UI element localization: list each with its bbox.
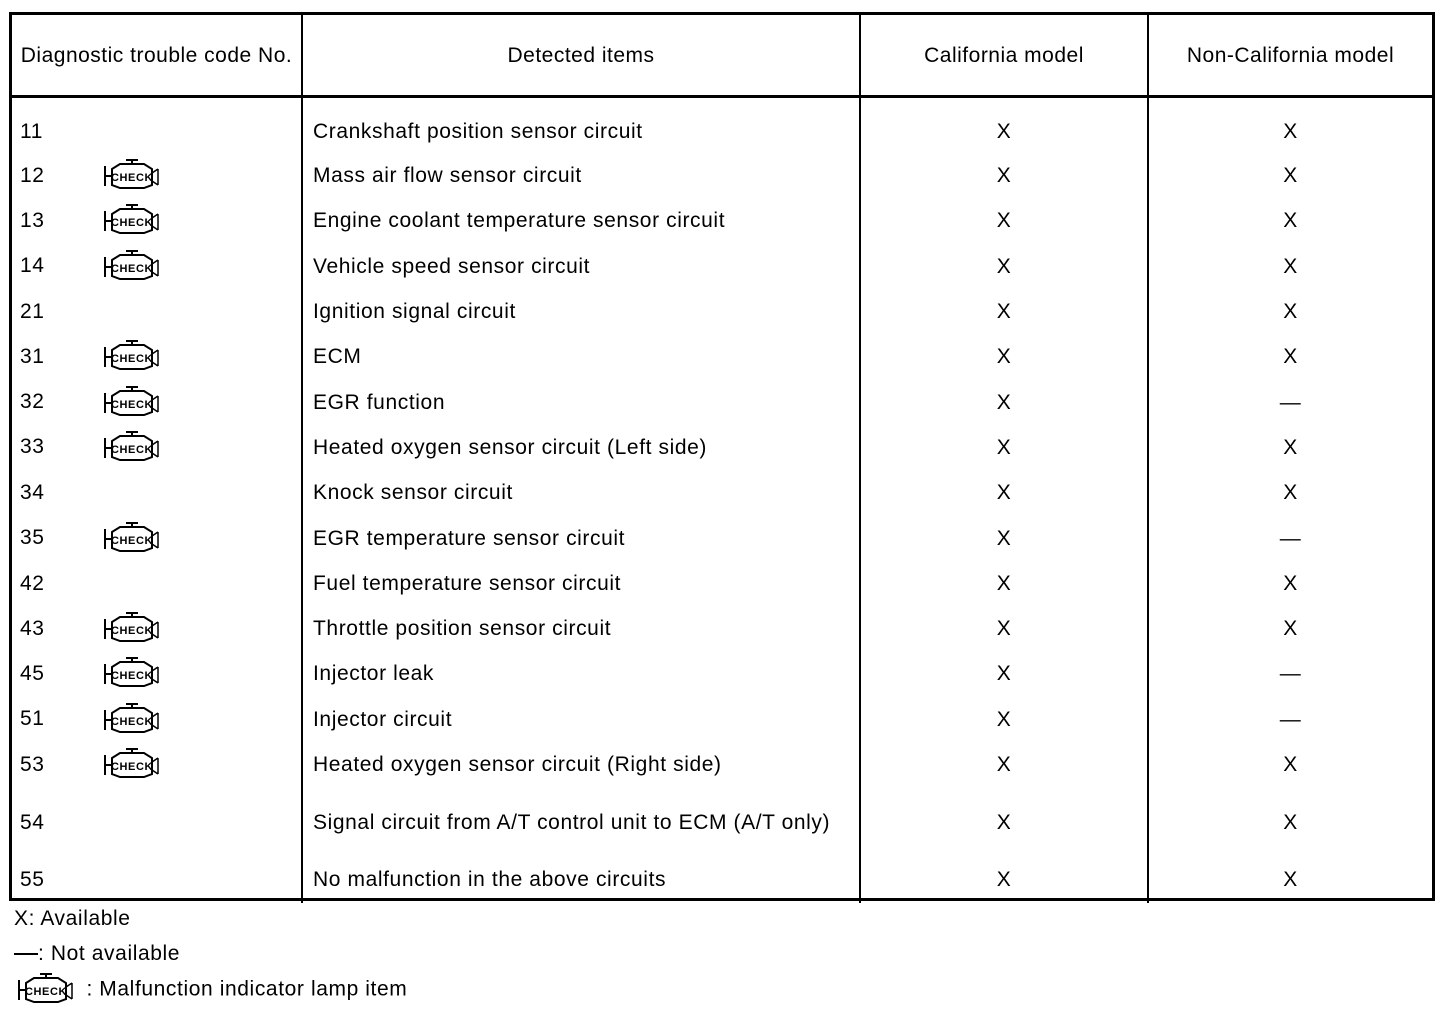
- cell-detected-item: Heated oxygen sensor circuit (Left side): [302, 425, 860, 470]
- header-non-california: Non-California model: [1148, 15, 1432, 97]
- cell-code: [12, 425, 302, 470]
- cell-detected-item: No malfunction in the above circuits: [302, 858, 860, 903]
- cell-california: X: [860, 606, 1148, 651]
- cell-detected-item: Mass air flow sensor circuit: [302, 154, 860, 199]
- cell-non-california: X: [1283, 810, 1298, 834]
- cell-detected-item: EGR temperature sensor circuit: [302, 516, 860, 561]
- table-row: [12, 97, 1432, 154]
- check-engine-icon: [100, 657, 166, 691]
- cell-non-california: X: [1283, 164, 1298, 188]
- cell-california: X: [860, 697, 1148, 742]
- table-row: [12, 788, 1432, 858]
- cell-non-california: —: [1279, 526, 1302, 550]
- cell-detected-item: EGR function: [302, 380, 860, 425]
- cell-non-california: —: [1279, 390, 1302, 414]
- table-row: [12, 425, 1432, 470]
- cell-detected-item: Heated oxygen sensor circuit (Right side): [302, 742, 860, 787]
- check-engine-icon: [14, 978, 80, 1001]
- cell-non-california: —: [1279, 707, 1302, 731]
- cell-non-california: X: [1283, 753, 1298, 776]
- table-row: [12, 652, 1432, 697]
- table-row: [12, 858, 1432, 903]
- svg-text:CHECK: CHECK: [110, 534, 154, 547]
- code-number: 54: [20, 810, 45, 834]
- table-row: [12, 606, 1432, 651]
- table-row: [12, 289, 1432, 334]
- check-engine-icon: [100, 612, 166, 646]
- cell-california: X: [860, 516, 1148, 561]
- cell-california: X: [860, 742, 1148, 787]
- svg-text:CHECK: CHECK: [110, 353, 154, 366]
- table-row: [12, 380, 1432, 425]
- cell-california: X: [860, 154, 1148, 199]
- cell-non-california: X: [1283, 119, 1298, 143]
- check-engine-icon: [100, 250, 166, 284]
- table-row: [12, 742, 1432, 787]
- table-row: [12, 335, 1432, 380]
- cell-code: [12, 561, 302, 606]
- table-row: [12, 516, 1432, 561]
- cell-california: X: [860, 652, 1148, 697]
- check-engine-icon: [100, 522, 166, 556]
- svg-text:CHECK: CHECK: [110, 398, 154, 411]
- check-engine-icon: [100, 703, 166, 737]
- cell-code: [12, 471, 302, 516]
- cell-detected-item: Fuel temperature sensor circuit: [302, 561, 860, 606]
- code-number: 45: [20, 661, 45, 685]
- legend-not-available: : Not available: [14, 942, 180, 966]
- cell-code: [12, 289, 302, 334]
- cell-code: [12, 652, 302, 697]
- cell-code: [12, 199, 302, 244]
- svg-text:CHECK: CHECK: [24, 986, 68, 998]
- table-row: [12, 561, 1432, 606]
- cell-california: X: [860, 561, 1148, 606]
- cell-california: X: [860, 244, 1148, 289]
- cell-code: [12, 858, 302, 903]
- table-row: [12, 244, 1432, 289]
- cell-detected-item: Engine coolant temperature sensor circuit: [302, 199, 860, 244]
- check-engine-icon: [100, 340, 166, 374]
- cell-non-california: X: [1283, 481, 1298, 505]
- svg-text:CHECK: CHECK: [110, 715, 154, 728]
- legend-available: X: Available: [14, 907, 131, 930]
- cell-detected-item: Injector circuit: [302, 697, 860, 742]
- dash-symbol: [14, 953, 38, 955]
- header-code: Diagnostic trouble code No.: [12, 15, 302, 97]
- cell-non-california: X: [1283, 209, 1298, 233]
- code-number: 12: [20, 163, 45, 187]
- code-number: 33: [20, 435, 45, 459]
- cell-code: [12, 516, 302, 561]
- cell-detected-item: ECM: [302, 335, 860, 380]
- cell-detected-item: Throttle position sensor circuit: [302, 606, 860, 651]
- cell-code: [12, 380, 302, 425]
- code-number: 32: [20, 390, 45, 414]
- svg-text:CHECK: CHECK: [110, 262, 154, 275]
- cell-non-california: X: [1283, 300, 1298, 324]
- code-number: 14: [20, 254, 45, 278]
- check-engine-icon: [100, 204, 166, 238]
- code-number: 43: [20, 616, 45, 640]
- header-detected-items: Detected items: [302, 15, 860, 97]
- svg-text:CHECK: CHECK: [110, 172, 154, 185]
- check-engine-icon: [14, 973, 80, 1007]
- cell-code: [12, 244, 302, 289]
- cell-code: [12, 335, 302, 380]
- cell-california: X: [860, 289, 1148, 334]
- svg-text:CHECK: CHECK: [110, 217, 154, 230]
- cell-detected-item: Ignition signal circuit: [302, 289, 860, 334]
- table-row: [12, 471, 1432, 516]
- check-engine-icon: [100, 386, 166, 420]
- code-number: 31: [20, 344, 45, 368]
- code-number: 42: [20, 571, 45, 595]
- cell-detected-item: Vehicle speed sensor circuit: [302, 244, 860, 289]
- cell-code: [12, 606, 302, 651]
- cell-non-california: X: [1283, 345, 1298, 369]
- cell-california: X: [860, 335, 1148, 380]
- svg-text:CHECK: CHECK: [110, 443, 154, 456]
- cell-non-california: X: [1283, 571, 1298, 595]
- diagnostic-code-table: [9, 12, 1435, 901]
- legend-mil-item: CHECK : Malfunction indicator lamp item: [14, 973, 407, 1007]
- cell-code: [12, 742, 302, 787]
- code-number: 53: [20, 752, 45, 776]
- table-body: [12, 97, 1432, 903]
- table-row: [12, 697, 1432, 742]
- cell-detected-item: Knock sensor circuit: [302, 471, 860, 516]
- svg-text:CHECK: CHECK: [110, 625, 154, 638]
- code-number: 11: [20, 119, 43, 143]
- code-number: 13: [20, 208, 45, 232]
- code-number: 34: [20, 481, 45, 505]
- table-row: [12, 199, 1432, 244]
- header-california: California model: [860, 15, 1148, 97]
- cell-detected-item: Signal circuit from A/T control unit to ECM (A/T only): [302, 788, 860, 858]
- table-header-row: [12, 15, 1432, 97]
- code-number: 51: [20, 707, 45, 731]
- check-engine-icon: [100, 159, 166, 193]
- cell-non-california: X: [1283, 254, 1298, 278]
- svg-text:CHECK: CHECK: [110, 761, 154, 773]
- check-engine-icon: [100, 431, 166, 465]
- check-engine-icon: [100, 748, 166, 782]
- code-number: 55: [20, 868, 45, 892]
- cell-code: [12, 97, 302, 154]
- code-number: 35: [20, 526, 45, 550]
- cell-detected-item: Injector leak: [302, 652, 860, 697]
- cell-non-california: X: [1283, 868, 1298, 892]
- cell-california: X: [860, 858, 1148, 903]
- table-row: [12, 154, 1432, 199]
- cell-california: X: [860, 97, 1148, 154]
- cell-code: [12, 697, 302, 742]
- svg-text:CHECK: CHECK: [110, 670, 154, 683]
- code-number: 21: [20, 300, 45, 324]
- cell-california: X: [860, 425, 1148, 470]
- cell-california: X: [860, 788, 1148, 858]
- cell-non-california: X: [1283, 617, 1298, 641]
- cell-detected-item: Crankshaft position sensor circuit: [302, 97, 860, 154]
- cell-code: [12, 788, 302, 858]
- cell-non-california: X: [1283, 435, 1298, 459]
- cell-non-california: —: [1279, 662, 1302, 686]
- cell-california: X: [860, 380, 1148, 425]
- cell-california: X: [860, 199, 1148, 244]
- cell-california: X: [860, 471, 1148, 516]
- cell-code: [12, 154, 302, 199]
